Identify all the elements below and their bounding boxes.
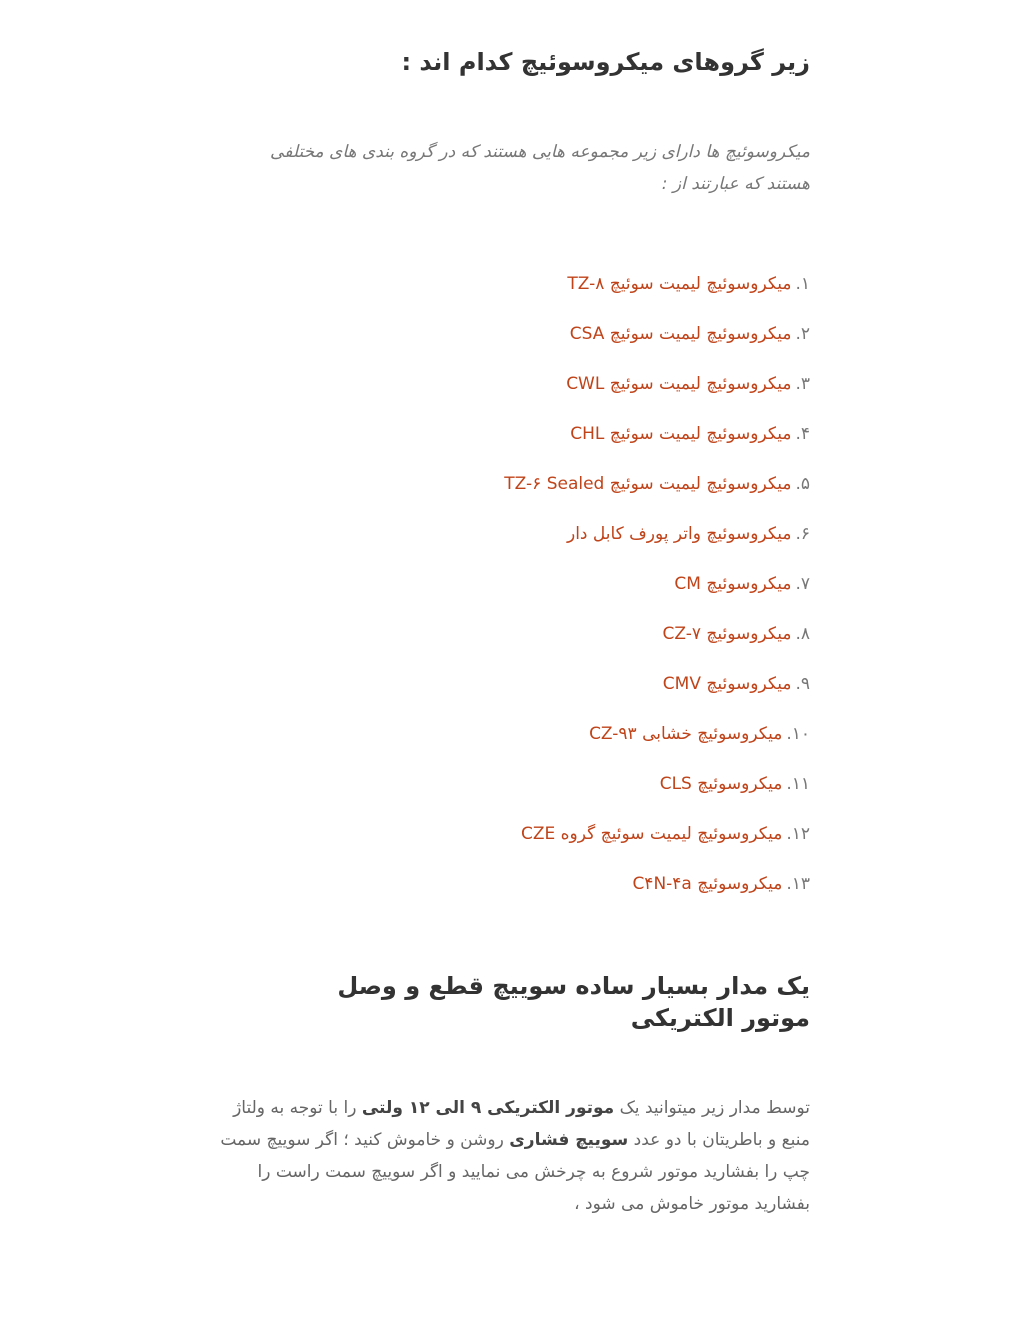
list-item: [210, 368, 810, 418]
microswitch-type-link[interactable]: میکروسوئیچ لیمیت سوئیچ CHL: [570, 424, 792, 444]
list-item: [210, 318, 810, 368]
list-item: [210, 418, 810, 468]
list-number: ۸.: [795, 624, 810, 644]
list-number: ۱۰.: [786, 724, 810, 744]
list-number: ۲.: [795, 324, 810, 344]
bold-term-push-switch: سوییچ فشاری: [509, 1130, 629, 1150]
bold-term-motor: موتور الکتریکی ۹ الی ۱۲ ولتی: [361, 1098, 615, 1118]
list-item: [210, 268, 810, 318]
list-number: ۹.: [795, 674, 810, 694]
list-number: ۱.: [795, 274, 810, 294]
list-number: ۱۱.: [786, 774, 810, 794]
list-number: ۱۲.: [786, 824, 810, 844]
list-number: ۶.: [795, 524, 810, 544]
list-number: ۳.: [795, 374, 810, 394]
list-item: [210, 468, 810, 518]
microswitch-types-list: [210, 268, 810, 918]
list-item: [210, 718, 810, 768]
list-number: ۵.: [795, 474, 810, 494]
microswitch-type-link[interactable]: میکروسوئیچ لیمیت سوئیچ گروه CZE: [520, 824, 783, 844]
circuit-paragraph: [210, 1092, 810, 1220]
section-intro: میکروسوئیچ ها دارای زیر مجموعه هایی هستند که در گروه بندی های مختلفی هستند که عبارتند از :: [270, 142, 810, 194]
list-item: [210, 868, 810, 918]
section-heading-subgroups: زیر گروهای میکروسوئیچ کدام اند :: [401, 48, 810, 76]
list-item: [210, 568, 810, 618]
paragraph-text: توسط مدار زیر میتوانید یک: [614, 1098, 810, 1118]
list-item: [210, 668, 810, 718]
microswitch-type-link[interactable]: میکروسوئیچ CZ-۷: [662, 624, 792, 644]
list-item: [210, 818, 810, 868]
list-number: ۷.: [795, 574, 810, 594]
list-item: [210, 518, 810, 568]
paragraph-text: را با توجه به ولتاژ منبع و باطریتان با دو عدد: [233, 1098, 810, 1150]
microswitch-type-link[interactable]: میکروسوئیچ لیمیت سوئیچ CWL: [566, 374, 792, 394]
microswitch-type-link[interactable]: میکروسوئیچ C۴N-۴a: [632, 874, 783, 894]
microswitch-type-link[interactable]: میکروسوئیچ واتر پورف کابل دار: [566, 524, 792, 544]
microswitch-type-link[interactable]: میکروسوئیچ CM: [674, 574, 792, 594]
paragraph-text: روشن و خاموش کنید ؛ اگر سوییچ سمت چپ را بفشارید موتور شروع به چرخش می نمایید و اگر سوییچ سمت راست را بفشارید موتور خاموش می شود ،: [220, 1130, 810, 1214]
list-item: [210, 768, 810, 818]
microswitch-type-link[interactable]: میکروسوئیچ لیمیت سوئیچ CSA: [569, 324, 792, 344]
microswitch-type-link[interactable]: میکروسوئیچ CLS: [659, 774, 783, 794]
microswitch-type-link[interactable]: میکروسوئیچ خشابی CZ-۹۳: [589, 724, 783, 744]
list-number: ۴.: [795, 424, 810, 444]
microswitch-type-link[interactable]: میکروسوئیچ لیمیت سوئیچ TZ-۸: [567, 274, 792, 294]
list-item: [210, 618, 810, 668]
section-heading-circuit: یک مدار بسیار ساده سوییچ قطع و وصل موتور الکتریکی: [337, 972, 810, 1032]
microswitch-type-link[interactable]: میکروسوئیچ CMV: [662, 674, 792, 694]
microswitch-type-link[interactable]: میکروسوئیچ لیمیت سوئیچ TZ-۶ Sealed: [504, 474, 792, 494]
list-number: ۱۳.: [786, 874, 810, 894]
